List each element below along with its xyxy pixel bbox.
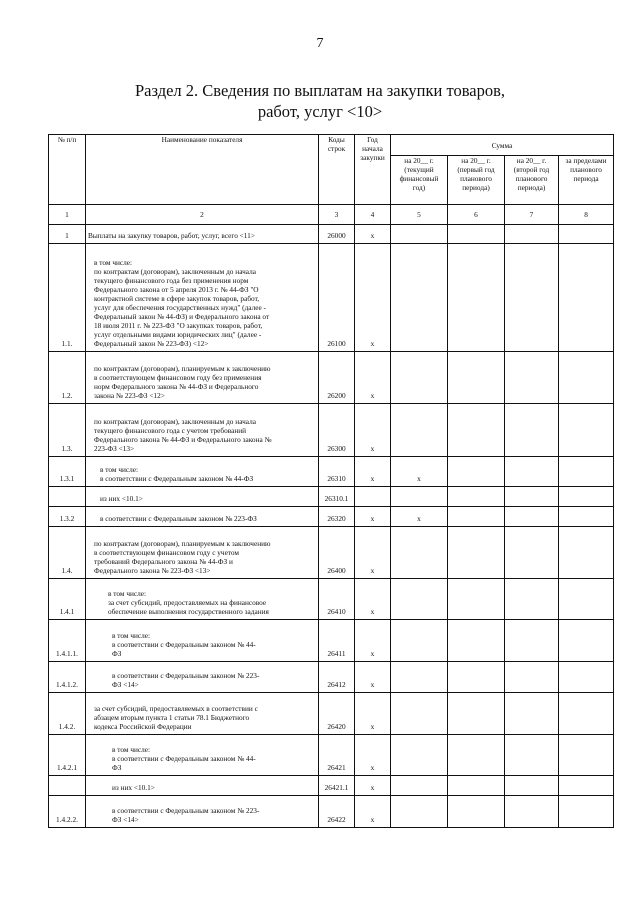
row-sum-beyond-plan	[559, 662, 614, 693]
indicator-text-line: ФЗ <14>	[112, 815, 139, 824]
row-number: 1.3.	[49, 404, 86, 457]
column-number: 3	[319, 205, 355, 225]
row-sum-current-year: x	[391, 457, 448, 487]
row-sum-beyond-plan	[559, 244, 614, 352]
row-number	[49, 776, 86, 796]
indicator-text-line: услуг для обеспечения государственных нужд" (далее -	[94, 303, 266, 312]
row-code: 26310	[319, 457, 355, 487]
row-start-year: x	[355, 352, 391, 404]
row-sum-first-plan-year	[448, 620, 505, 662]
row-indicator-name	[86, 404, 319, 457]
row-start-year: x	[355, 735, 391, 776]
indicator-text-line: ФЗ	[112, 649, 122, 658]
row-code: 26422	[319, 796, 355, 828]
row-sum-second-plan-year	[505, 404, 559, 457]
column-number: 8	[559, 205, 614, 225]
page-number: 7	[316, 36, 324, 51]
row-sum-beyond-plan	[559, 796, 614, 828]
row-sum-first-plan-year	[448, 404, 505, 457]
indicator-text-line: кодекса Российской Федерации	[94, 722, 192, 731]
row-sum-beyond-plan	[559, 404, 614, 457]
section-title-line-1: Раздел 2. Сведения по выплатам на закупки товаров,	[134, 81, 506, 100]
row-sum-beyond-plan	[559, 735, 614, 776]
row-code: 26200	[319, 352, 355, 404]
row-sum-second-plan-year	[505, 579, 559, 620]
indicator-text-line: по контрактам (договорам), заключенным до начала	[94, 417, 256, 426]
indicator-text-line: текущего финансового года без применения норм	[94, 276, 249, 285]
row-code: 26412	[319, 662, 355, 693]
table-row	[49, 620, 614, 662]
row-number: 1.2.	[49, 352, 86, 404]
table-row	[49, 527, 614, 579]
column-number: 1	[49, 205, 86, 225]
indicator-text-line: за счет субсидий, предоставляемых на финансовое	[108, 598, 267, 607]
row-indicator-name	[86, 735, 319, 776]
row-sum-beyond-plan	[559, 620, 614, 662]
row-sum-current-year	[391, 225, 448, 244]
row-code: 26420	[319, 693, 355, 735]
row-number: 1	[49, 225, 86, 244]
indicator-text-line: в соответствии с Федеральным законом № 223-	[112, 671, 260, 680]
column-number: 6	[448, 205, 505, 225]
indicator-text-line: по контрактам (договорам), заключенным до начала	[94, 267, 256, 276]
indicator-text-line: требований Федерального закона № 44-ФЗ и	[94, 557, 233, 566]
row-sum-first-plan-year	[448, 457, 505, 487]
row-sum-current-year	[391, 662, 448, 693]
row-sum-first-plan-year	[448, 352, 505, 404]
table-row	[49, 507, 614, 527]
row-number: 1.4.2.1	[49, 735, 86, 776]
row-start-year: x	[355, 527, 391, 579]
table-row	[49, 244, 614, 352]
row-code: 26320	[319, 507, 355, 527]
indicator-text-line: за счет субсидий, предоставляемых в соответствии с	[94, 704, 258, 713]
table-row	[49, 225, 614, 244]
table-row	[49, 457, 614, 487]
indicator-text-line: Федерального закона № 223-ФЗ <13>	[94, 566, 211, 575]
row-start-year: x	[355, 693, 391, 735]
row-start-year: x	[355, 404, 391, 457]
row-start-year: x	[355, 244, 391, 352]
indicator-text-line: Федерального закона от 5 апреля 2013 г. № 44-ФЗ "О	[94, 285, 259, 294]
row-number: 1.4.1.2.	[49, 662, 86, 693]
row-sum-second-plan-year	[505, 244, 559, 352]
row-sum-current-year	[391, 244, 448, 352]
indicator-text-line: в соответствующем финансовом году без применения	[94, 373, 262, 382]
indicator-text-line: в том числе:	[112, 745, 151, 754]
row-sum-first-plan-year	[448, 796, 505, 828]
indicator-text-line: из них <10.1>	[112, 783, 155, 792]
table-row	[49, 404, 614, 457]
indicator-text-line: Федеральный закон № 223-ФЗ) <12>	[94, 339, 209, 348]
indicator-text-line: в соответствии с Федеральным законом № 44-	[112, 640, 256, 649]
row-sum-current-year	[391, 776, 448, 796]
indicator-text-line: услуг отдельными видами юридических лиц" (далее -	[94, 330, 262, 339]
row-sum-beyond-plan	[559, 776, 614, 796]
row-sum-current-year	[391, 620, 448, 662]
row-sum-second-plan-year	[505, 457, 559, 487]
row-sum-second-plan-year	[505, 507, 559, 527]
header-year: Год начала закупки	[355, 135, 391, 205]
row-indicator-name	[86, 487, 319, 507]
indicator-text-line: Выплаты на закупку товаров, работ, услуг, всего <11>	[88, 231, 255, 240]
row-sum-second-plan-year	[505, 352, 559, 404]
row-code: 26100	[319, 244, 355, 352]
indicator-text-line: контрактной системе в сфере закупок товаров, работ,	[94, 294, 260, 303]
row-indicator-name	[86, 662, 319, 693]
row-indicator-name	[86, 527, 319, 579]
row-code: 26310.1	[319, 487, 355, 507]
row-number: 1.3.1	[49, 457, 86, 487]
table-row	[49, 796, 614, 828]
row-start-year	[355, 487, 391, 507]
row-start-year: x	[355, 662, 391, 693]
row-sum-first-plan-year	[448, 487, 505, 507]
row-sum-current-year	[391, 579, 448, 620]
column-number: 4	[355, 205, 391, 225]
row-number: 1.3.2	[49, 507, 86, 527]
header-sum-first-plan-year: на 20__ г. (первый год планового периода)	[448, 156, 505, 205]
header-num: № п/п	[49, 135, 86, 205]
row-sum-beyond-plan	[559, 225, 614, 244]
section-title-line-2: работ, услуг <10>	[257, 102, 383, 121]
row-start-year: x	[355, 225, 391, 244]
row-sum-first-plan-year	[448, 527, 505, 579]
row-sum-first-plan-year	[448, 225, 505, 244]
row-sum-second-plan-year	[505, 620, 559, 662]
row-sum-beyond-plan	[559, 507, 614, 527]
indicator-text-line: в соответствии с Федеральным законом № 223-	[112, 806, 260, 815]
row-code: 26411	[319, 620, 355, 662]
row-sum-first-plan-year	[448, 735, 505, 776]
row-indicator-name	[86, 457, 319, 487]
table-row	[49, 735, 614, 776]
indicator-text-line: закона № 223-ФЗ <12>	[94, 391, 165, 400]
indicator-text-line: в соответствии с Федеральным законом № 44-	[112, 754, 256, 763]
table-row	[49, 662, 614, 693]
section-title	[40, 80, 600, 122]
row-number: 1.4.1	[49, 579, 86, 620]
indicator-text-line: текущего финансового года с учетом требований	[94, 426, 247, 435]
row-start-year: x	[355, 507, 391, 527]
row-sum-current-year: x	[391, 507, 448, 527]
row-sum-first-plan-year	[448, 507, 505, 527]
row-number: 1.1.	[49, 244, 86, 352]
indicator-text-line: 223-ФЗ <13>	[94, 444, 135, 453]
row-code: 26421	[319, 735, 355, 776]
row-sum-beyond-plan	[559, 457, 614, 487]
row-sum-beyond-plan	[559, 352, 614, 404]
indicator-text-line: в том числе:	[108, 589, 147, 598]
row-number	[49, 487, 86, 507]
indicator-text-line: ФЗ	[112, 763, 122, 772]
row-sum-second-plan-year	[505, 225, 559, 244]
table-row	[49, 579, 614, 620]
row-code: 26421.1	[319, 776, 355, 796]
payments-table	[48, 134, 614, 828]
indicator-text-line: абзацем вторым пункта 1 статьи 78.1 Бюджетного	[94, 713, 250, 722]
row-sum-first-plan-year	[448, 662, 505, 693]
indicator-text-line: в том числе:	[94, 258, 133, 267]
row-indicator-name	[86, 244, 319, 352]
row-indicator-name	[86, 507, 319, 527]
indicator-text-line: Федерального закона № 44-ФЗ и Федерального закона №	[94, 435, 272, 444]
row-code: 26400	[319, 527, 355, 579]
row-indicator-name	[86, 352, 319, 404]
row-sum-current-year	[391, 352, 448, 404]
table-row	[49, 352, 614, 404]
row-sum-current-year	[391, 796, 448, 828]
row-start-year: x	[355, 776, 391, 796]
indicator-text-line: в том числе:	[100, 465, 139, 474]
row-code: 26000	[319, 225, 355, 244]
row-number: 1.4.2.2.	[49, 796, 86, 828]
row-indicator-name	[86, 693, 319, 735]
table-row	[49, 776, 614, 796]
row-start-year: x	[355, 796, 391, 828]
row-start-year: x	[355, 579, 391, 620]
row-indicator-name	[86, 776, 319, 796]
row-sum-current-year	[391, 693, 448, 735]
row-indicator-name	[86, 796, 319, 828]
row-sum-second-plan-year	[505, 662, 559, 693]
indicator-text-line: в соответствии с Федеральным законом № 223-ФЗ	[100, 514, 257, 523]
indicator-text-line: по контрактам (договорам), планируемым к заключению	[94, 539, 271, 548]
row-sum-current-year	[391, 404, 448, 457]
row-sum-beyond-plan	[559, 527, 614, 579]
row-sum-beyond-plan	[559, 693, 614, 735]
table-row	[49, 693, 614, 735]
row-code: 26410	[319, 579, 355, 620]
row-number: 1.4.2.	[49, 693, 86, 735]
table-body	[49, 205, 614, 828]
row-indicator-name	[86, 620, 319, 662]
table-row	[49, 487, 614, 507]
header-sum-current-year: на 20__ г. (текущий финансовый год)	[391, 156, 448, 205]
row-sum-second-plan-year	[505, 693, 559, 735]
row-sum-current-year	[391, 527, 448, 579]
row-sum-first-plan-year	[448, 579, 505, 620]
row-sum-second-plan-year	[505, 735, 559, 776]
header-sum-second-plan-year: на 20__ г. (второй год планового периода)	[505, 156, 559, 205]
row-code: 26300	[319, 404, 355, 457]
row-number: 1.4.	[49, 527, 86, 579]
row-start-year: x	[355, 620, 391, 662]
row-sum-current-year	[391, 735, 448, 776]
row-start-year: x	[355, 457, 391, 487]
indicator-text-line: из них <10.1>	[100, 494, 143, 503]
column-number: 5	[391, 205, 448, 225]
row-sum-beyond-plan	[559, 579, 614, 620]
indicator-text-line: 18 июля 2011 г. № 223-ФЗ "О закупках товаров, работ,	[94, 321, 263, 330]
indicator-text-line: в соответствующем финансовом году с учетом	[94, 548, 240, 557]
row-number: 1.4.1.1.	[49, 620, 86, 662]
row-sum-first-plan-year	[448, 244, 505, 352]
header-name: Наименование показателя	[86, 135, 319, 205]
row-sum-first-plan-year	[448, 776, 505, 796]
row-sum-current-year	[391, 487, 448, 507]
column-number: 2	[86, 205, 319, 225]
row-sum-second-plan-year	[505, 527, 559, 579]
indicator-text-line: по контрактам (договорам), планируемым к заключению	[94, 364, 271, 373]
indicator-text-line: норм Федерального закона № 44-ФЗ и Федерального	[94, 382, 259, 391]
column-number-row	[49, 205, 614, 225]
row-sum-first-plan-year	[448, 693, 505, 735]
row-indicator-name	[86, 225, 319, 244]
indicator-text-line: Федеральный закон № 44-ФЗ) и Федерального закона от	[94, 312, 270, 321]
row-sum-second-plan-year	[505, 796, 559, 828]
row-sum-second-plan-year	[505, 487, 559, 507]
indicator-text-line: обеспечение выполнения государственного задания	[108, 607, 269, 616]
column-number: 7	[505, 205, 559, 225]
row-sum-beyond-plan	[559, 487, 614, 507]
indicator-text-line: в соответствии с Федеральным законом № 44-ФЗ	[100, 474, 254, 483]
row-indicator-name	[86, 579, 319, 620]
header-sum: Сумма	[391, 135, 614, 156]
header-sum-beyond-plan: за пределами планового периода	[559, 156, 614, 205]
indicator-text-line: в том числе:	[112, 631, 151, 640]
header-code: Коды строк	[319, 135, 355, 205]
indicator-text-line: ФЗ <14>	[112, 680, 139, 689]
row-sum-second-plan-year	[505, 776, 559, 796]
